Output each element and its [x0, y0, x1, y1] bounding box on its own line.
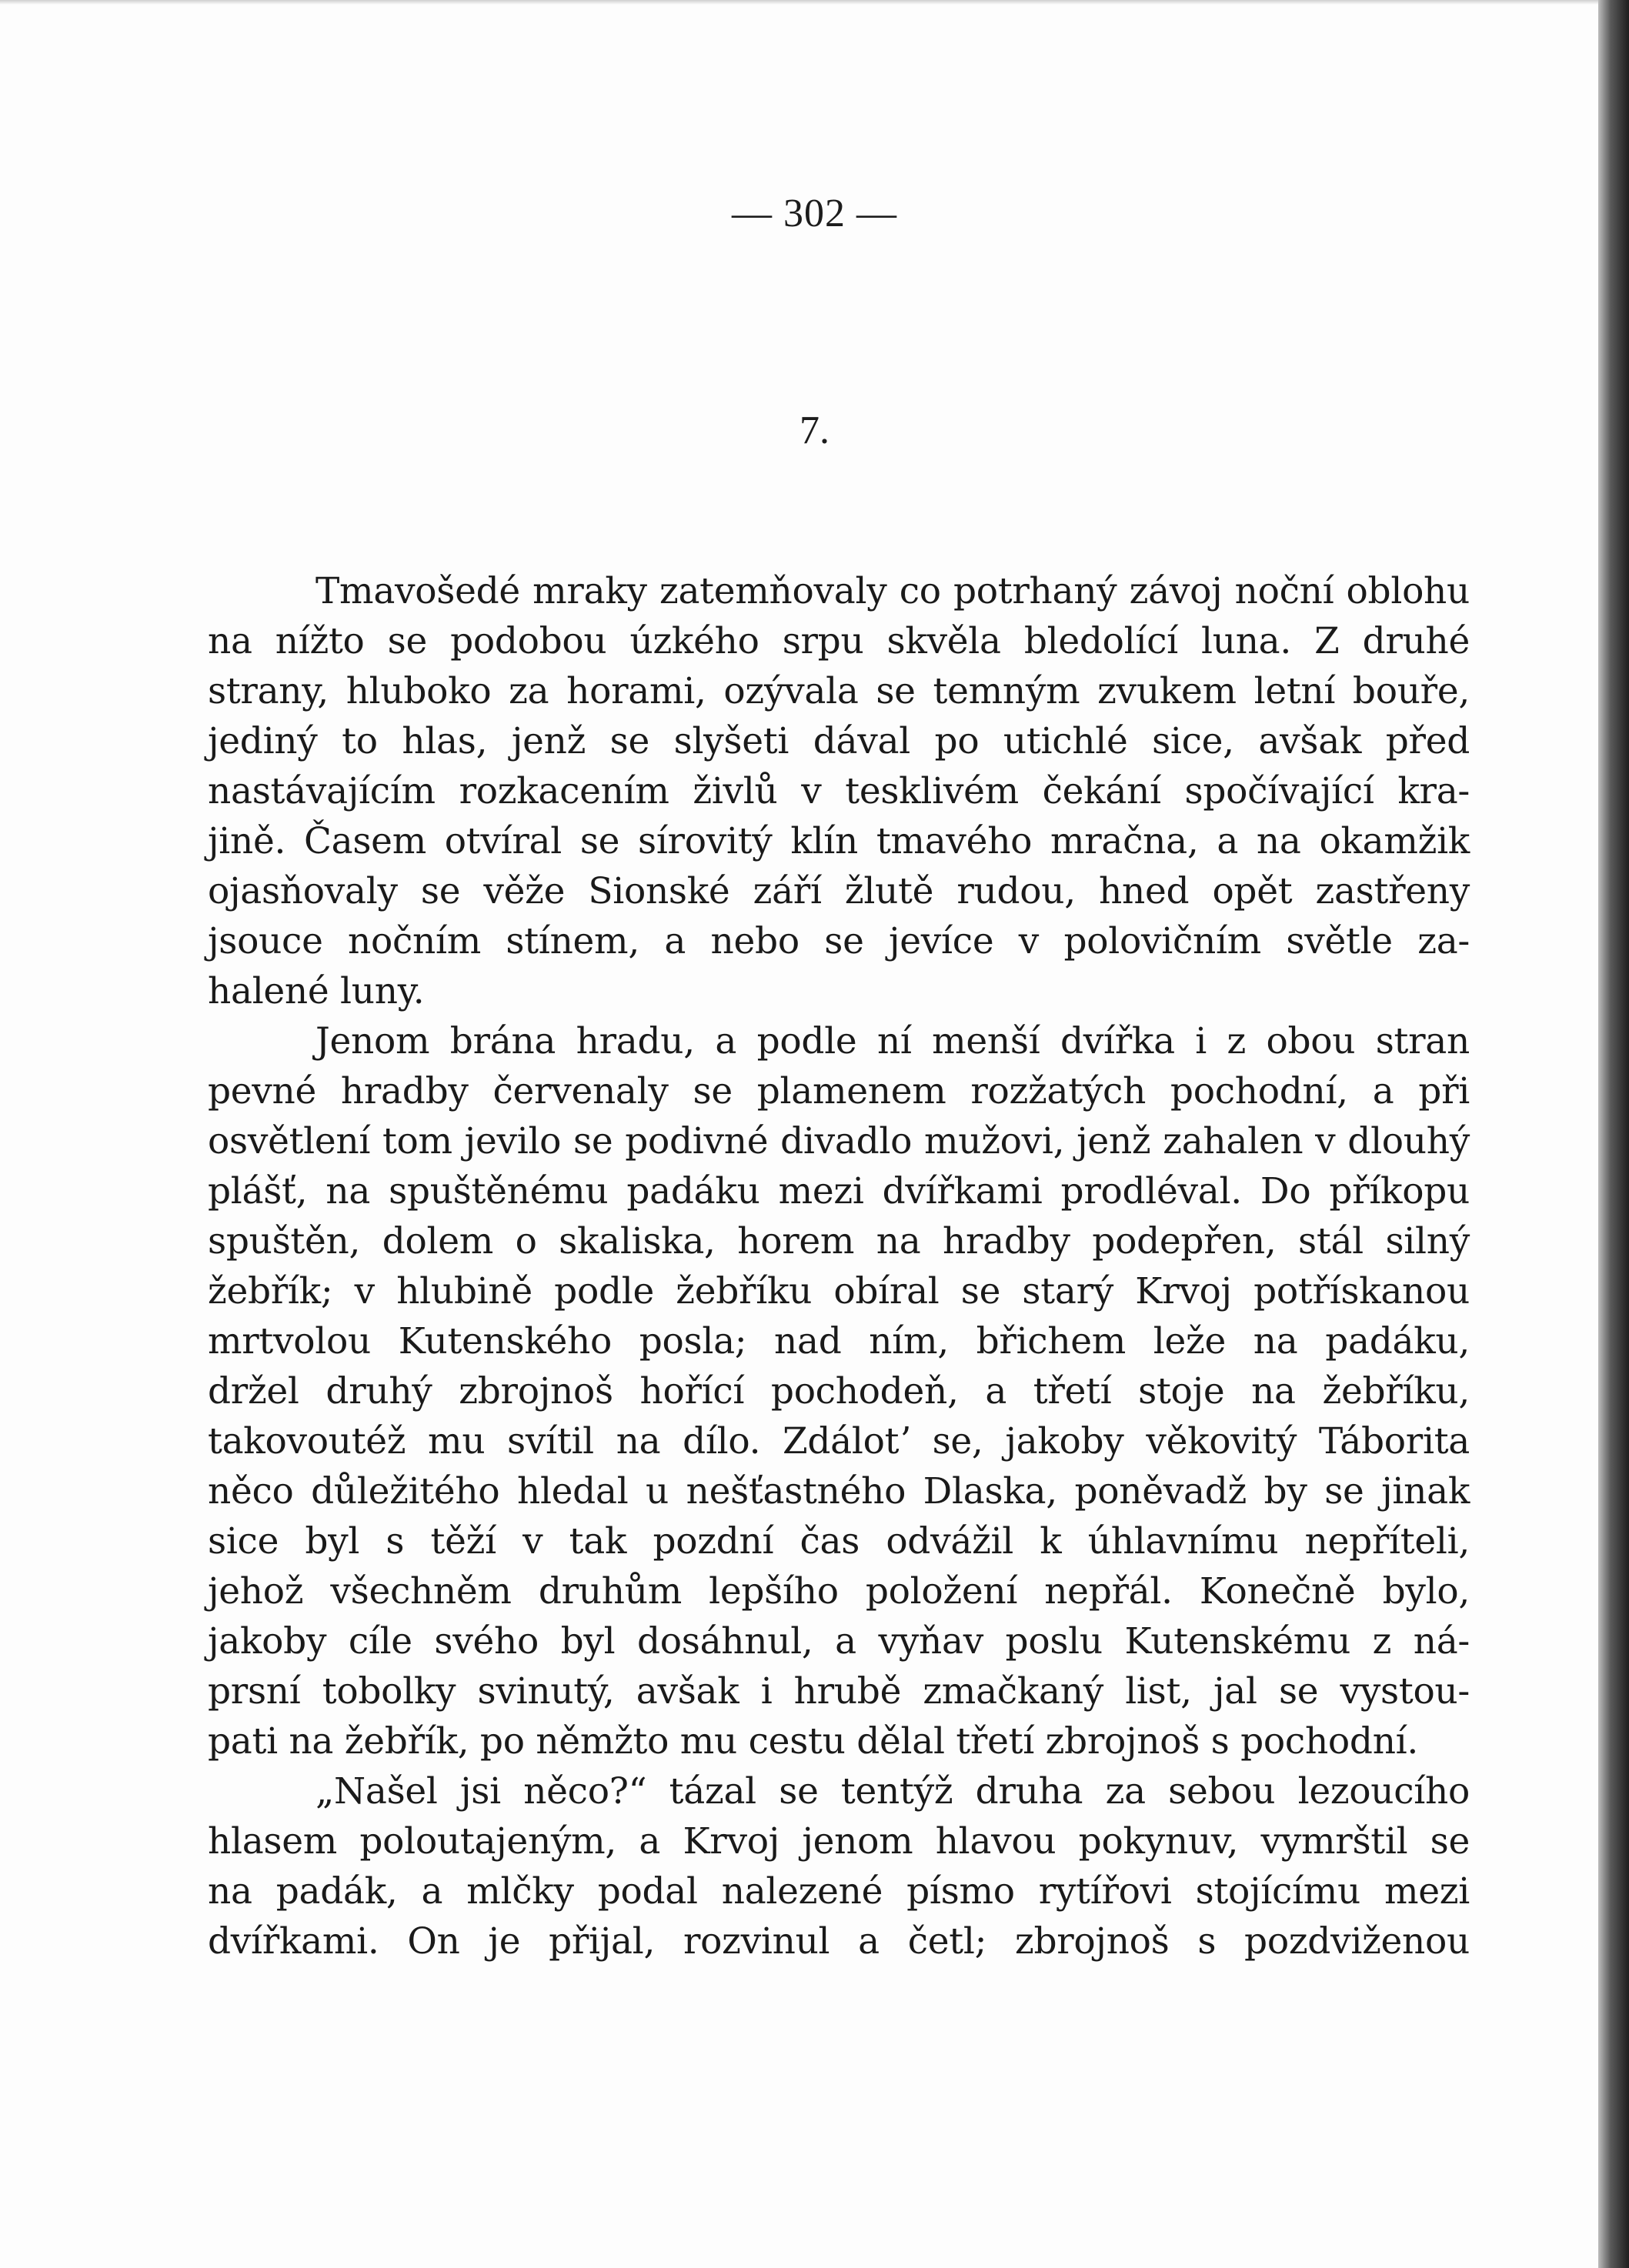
text-line: žebřík; v hlubině podle žebříku obíral se starý Krvoj potřískanou — [208, 1270, 1470, 1312]
text-line: osvětlení tom jevilo se podivné divadlo mužovi, jenž zahalen v dlouhý — [208, 1120, 1470, 1162]
text-line: jině. Časem otvíral se sírovitý klín tmavého mračna, a na okamžik — [208, 820, 1470, 862]
page-top-edge — [0, 0, 1629, 5]
paragraph-first-line: „Našel jsi něco?“ tázal se tentýž druha za sebou lezoucího — [315, 1770, 1470, 1813]
paragraph-first-line: Jenom brána hradu, a podle ní menší dvířka i z obou stran — [315, 1020, 1470, 1062]
text-line: jakoby cíle svého byl dosáhnul, a vyňav poslu Kutenskému z ná- — [208, 1620, 1470, 1663]
text-line: halené luny. — [208, 970, 425, 1012]
text-line: takovoutéž mu svítil na dílo. Zdálotʼ se, jakoby věkovitý Táborita — [208, 1420, 1470, 1463]
text-line: na nížto se podobou úzkého srpu skvěla bledolící luna. Z druhé — [208, 620, 1470, 662]
text-line: držel druhý zbrojnoš hořící pochodeň, a třetí stoje na žebříku, — [208, 1370, 1470, 1412]
text-line: ojasňovaly se věže Sionské září žlutě rudou, hned opět zastřeny — [208, 870, 1470, 912]
page-right-edge-shadow — [1598, 0, 1629, 2268]
body-text — [208, 566, 1470, 1966]
text-line: hlasem poloutajeným, a Krvoj jenom hlavou pokynuv, vymrštil se — [208, 1820, 1470, 1863]
page-number: — 302 — — [732, 192, 897, 235]
text-line: jsouce nočním stínem, a nebo se jevíce v polovičním světle za- — [208, 920, 1470, 962]
text-line: strany, hluboko za horami, ozývala se temným zvukem letní bouře, — [208, 670, 1470, 712]
text-line: jehož všechněm druhům lepšího položení nepřál. Konečně bylo, — [208, 1570, 1470, 1613]
text-line: mrtvolou Kutenského posla; nad ním, břichem leže na padáku, — [208, 1320, 1470, 1362]
text-line: dvířkami. On je přijal, rozvinul a četl; zbrojnoš s pozdviženou — [208, 1920, 1470, 1963]
chapter-number: 7. — [799, 409, 830, 452]
text-line: pati na žebřík, po němžto mu cestu dělal třetí zbrojnoš s pochodní. — [208, 1720, 1419, 1763]
text-line: plášť, na spuštěnému padáku mezi dvířkami prodléval. Do příkopu — [208, 1170, 1470, 1212]
text-line: na padák, a mlčky podal nalezené písmo rytířovi stojícímu mezi — [208, 1870, 1470, 1913]
text-line: něco důležitého hledal u nešťastného Dlaska, poněvadž by se jinak — [208, 1470, 1470, 1513]
text-line: sice byl s těží v tak pozdní čas odvážil k úhlavnímu nepříteli, — [208, 1520, 1470, 1563]
text-line: jediný to hlas, jenž se slyšeti dával po utichlé sice, avšak před — [208, 720, 1470, 762]
paragraph-first-line: Tmavošedé mraky zatemňovaly co potrhaný závoj noční oblohu — [315, 570, 1470, 612]
text-line: spuštěn, dolem o skaliska, horem na hradby podepřen, stál silný — [208, 1220, 1470, 1262]
text-line: prsní tobolky svinutý, avšak i hrubě zmačkaný list, jal se vystou- — [208, 1670, 1470, 1713]
text-line: pevné hradby červenaly se plamenem rozžatých pochodní, a při — [208, 1070, 1470, 1112]
text-line: nastávajícím rozkacením živlů v tesklivém čekání spočívající kra- — [208, 770, 1470, 812]
